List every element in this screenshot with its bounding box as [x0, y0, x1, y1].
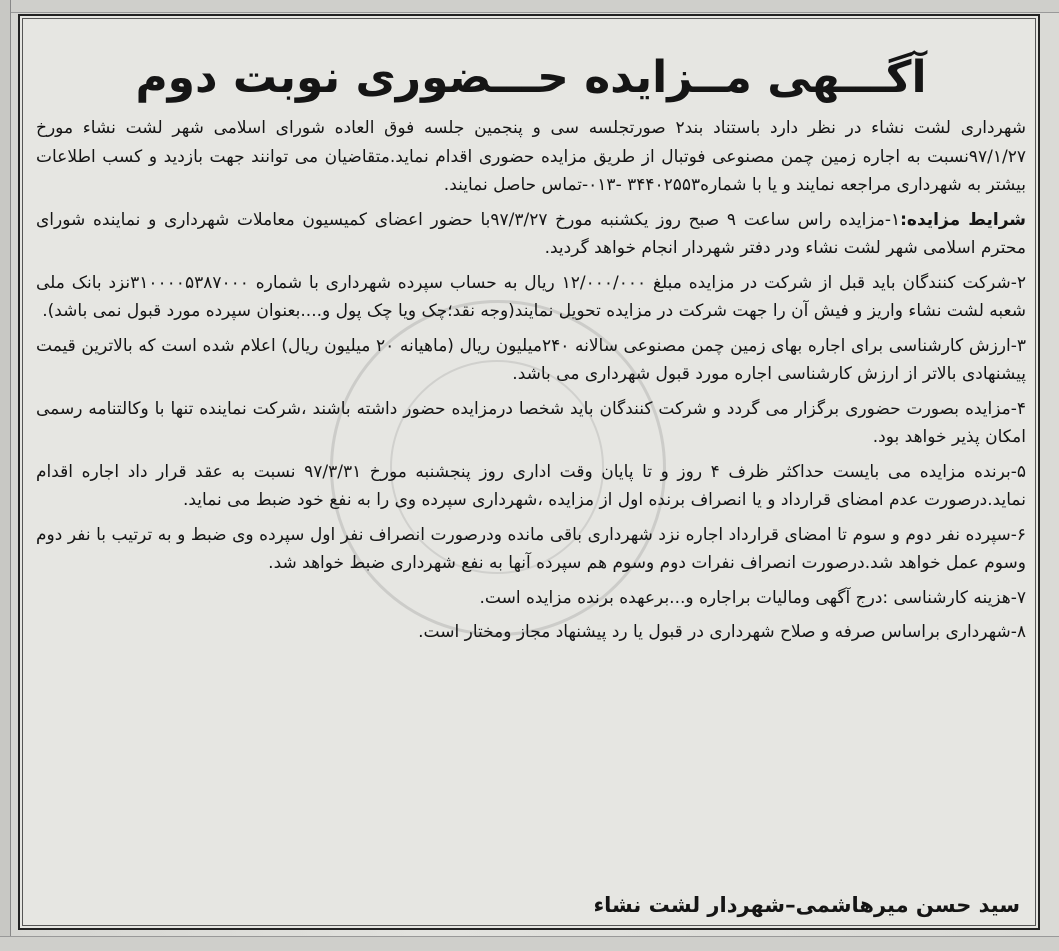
adjacent-column-top-edge: [0, 0, 1059, 13]
notice-title: آگـــهی مــزایده حـــضوری نوبت دوم: [135, 52, 927, 103]
condition-5: ۵-برنده مزایده می بایست حداکثر ظرف ۴ روز و تا پایان وقت اداری روز پنجشنبه مورخ ۹۷/۳/۳۱ نسبت به عقد قرار داد اجاره اقدام نماید.درصورت عدم امضای قرارداد و یا انصراف برنده اول از مزایده ،شهرداری سپرده وی را به نفع خود ضبط می نماید.: [36, 461, 1026, 510]
notice-intro-paragraph: شهرداری لشت نشاء در نظر دارد باستناد بند۲ صورتجلسه سی و پنجمین جلسه فوق العاده شورای اسلامی شهر لشت نشاء مورخ ۹۷/۱/۲۷نسبت به اجاره زمین چمن مصنوعی فوتبال از طریق مزایده حضوری اقدام نماید.متقاضیان می توانند جهت بازدید و کسب اطلاعات بیشتر به شهرداری مراجعه نمایند و یا با شماره۳۴۴۰۲۵۵۳ -۰۱۳-تماس حاصل نمایند.: [36, 118, 1026, 195]
condition-3: ۳-ارزش کارشناسی برای اجاره بهای زمین چمن مصنوعی سالانه ۲۴۰میلیون ریال (ماهیانه ۲۰ میلیون ریال) اعلام شده است که بالاترین قیمت پیشنهادی بالاتر از ارزش کارشناسی اجاره مورد قبول شهرداری می باشد.: [36, 335, 1027, 384]
adjacent-column-left-edge: [0, 0, 11, 950]
condition-1: [36, 206, 1026, 263]
condition-1-text: ۱-مزایده راس ساعت ۹ صبح روز یکشنبه مورخ ۹۷/۳/۲۷با حضور اعضای کمیسیون معاملات شهرداری و نماینده شورای محترم اسلامی شهر لشت نشاء ودر دفتر شهردار انجام خواهد گردید.: [36, 209, 1026, 258]
condition-6: ۶-سپرده نفر دوم و سوم تا امضای قرارداد اجاره نزد شهرداری باقی مانده ودرصورت انصراف نفر اول سپرده وی ضبط و به ترتیب با نفر دوم وسوم عمل خواهد شد.درصورت انصراف نفرات دوم وسوم هم سپرده آنها به نفع شهرداری ضبط خواهد شد.: [36, 524, 1026, 573]
condition-4: ۴-مزایده بصورت حضوری برگزار می گردد و شرکت کنندگان باید شخصا درمزایده حضور داشته باشند ،شرکت نماینده تنها با وکالتنامه رسمی امکان پذیر خواهد بود.: [36, 398, 1026, 447]
notice-body: [36, 24, 1026, 924]
conditions-heading: شرایط مزایده:: [900, 209, 1027, 230]
condition-8: ۸-شهرداری براساس صرفه و صلاح شهرداری در قبول یا رد پیشنهاد مجاز ومختار است.: [418, 622, 1026, 642]
condition-7: ۷-هزینه کارشناسی :درج آگهی ومالیات براجاره و...برعهده برنده مزایده است.: [479, 587, 1026, 608]
condition-2: ۲-شرکت کنندگان باید قبل از شرکت در مزایده مبلغ ۱۲/۰۰۰/۰۰۰ ریال به حساب سپرده شهرداری با شماره ۳۱۰۰۰۰۵۳۸۷۰۰۰نزد بانک ملی شعبه لشت نشاء واریز و فیش آن را جهت شرکت در مزایده تحویل نمایند(وجه نقد؛چک ویا چک پول و....بعنوان سپرده مورد قبول نمی باشد).: [36, 272, 1027, 321]
adjacent-column-bottom-edge: [0, 936, 1059, 951]
signature: سید حسن میرهاشمی–شهردار لشت نشاء: [593, 893, 1020, 917]
